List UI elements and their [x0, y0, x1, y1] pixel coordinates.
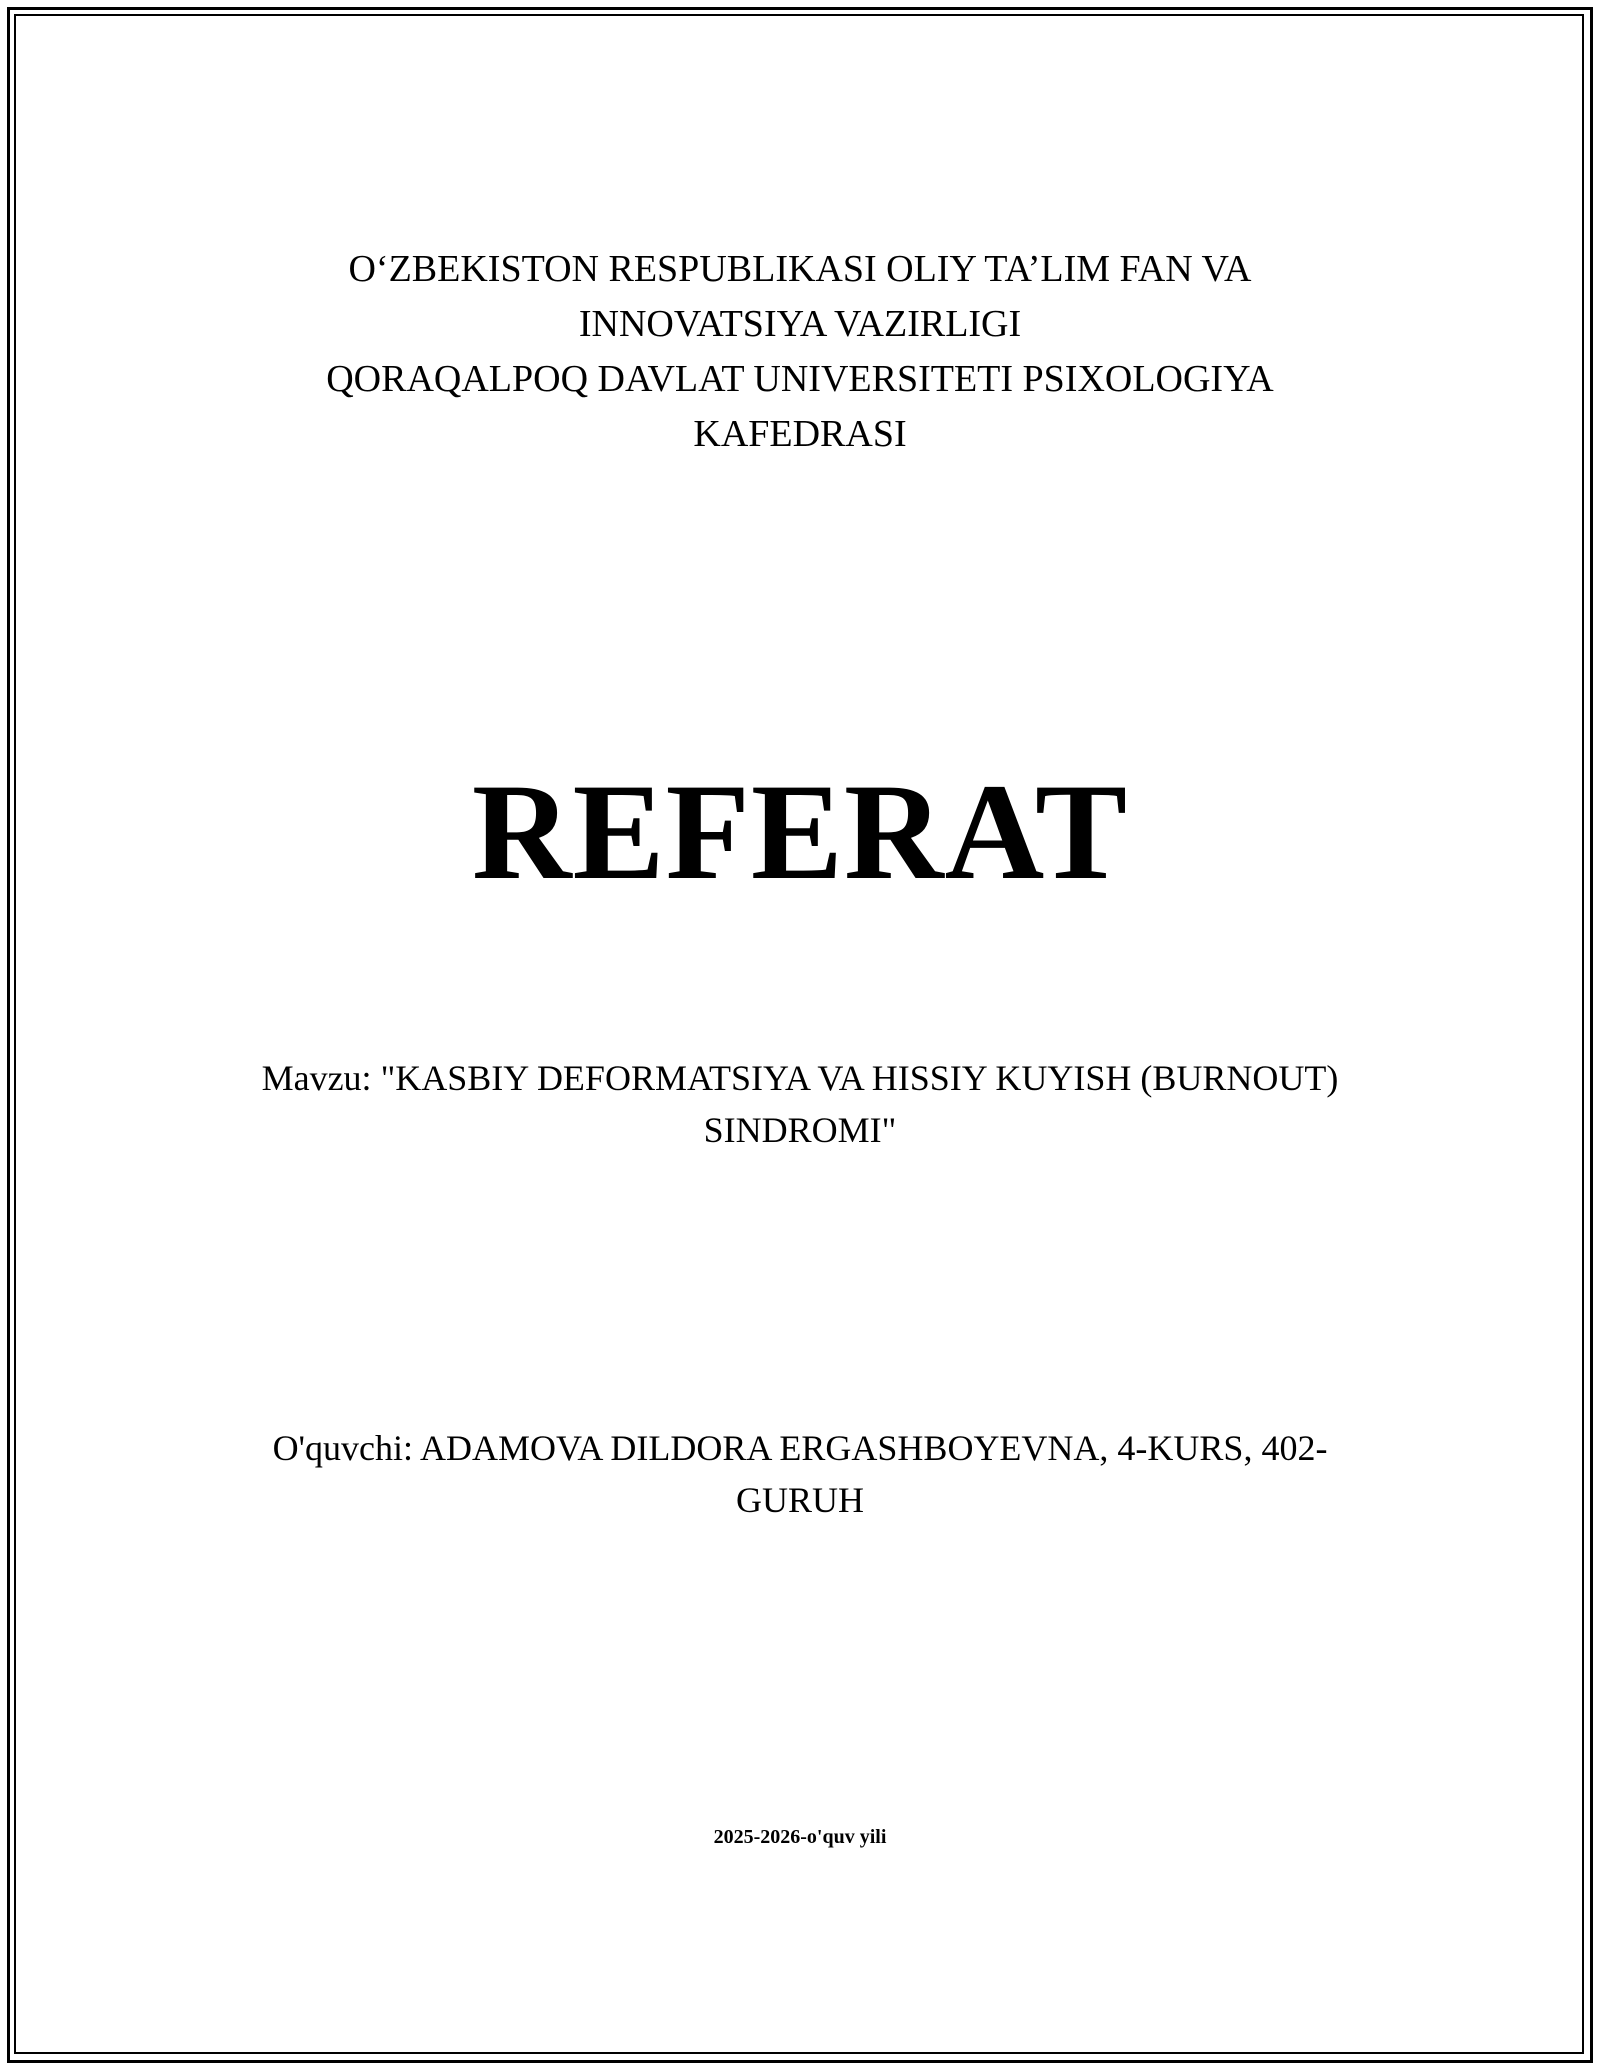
- topic-line: SINDROMI": [703, 1110, 897, 1150]
- student-info-line: O'quvchi: ADAMOVA DILDORA ERGASHBOYEVNA, 4-KURS, 402-: [272, 1428, 1328, 1468]
- topic-line: Mavzu: "KASBIY DEFORMATSIYA VA HISSIY KUYISH (BURNOUT): [261, 1058, 1339, 1098]
- institution-header: [0, 242, 1600, 462]
- institution-header-line: INNOVATSIYA VAZIRLIGI: [578, 303, 1022, 345]
- institution-header-line: QORAQALPOQ DAVLAT UNIVERSITETI PSIXOLOGIYA: [326, 358, 1274, 400]
- institution-header-line: KAFEDRASI: [693, 413, 907, 455]
- student-info: [0, 1422, 1600, 1526]
- institution-header-line: O‘ZBEKISTON RESPUBLIKASI OLIY TA’LIM FAN VA: [348, 248, 1252, 290]
- student-info-line: GURUH: [735, 1480, 864, 1520]
- academic-year: 2025-2026-o'quv yili: [713, 1826, 887, 1848]
- document-title: REFERAT: [471, 755, 1129, 908]
- topic: [0, 1052, 1600, 1156]
